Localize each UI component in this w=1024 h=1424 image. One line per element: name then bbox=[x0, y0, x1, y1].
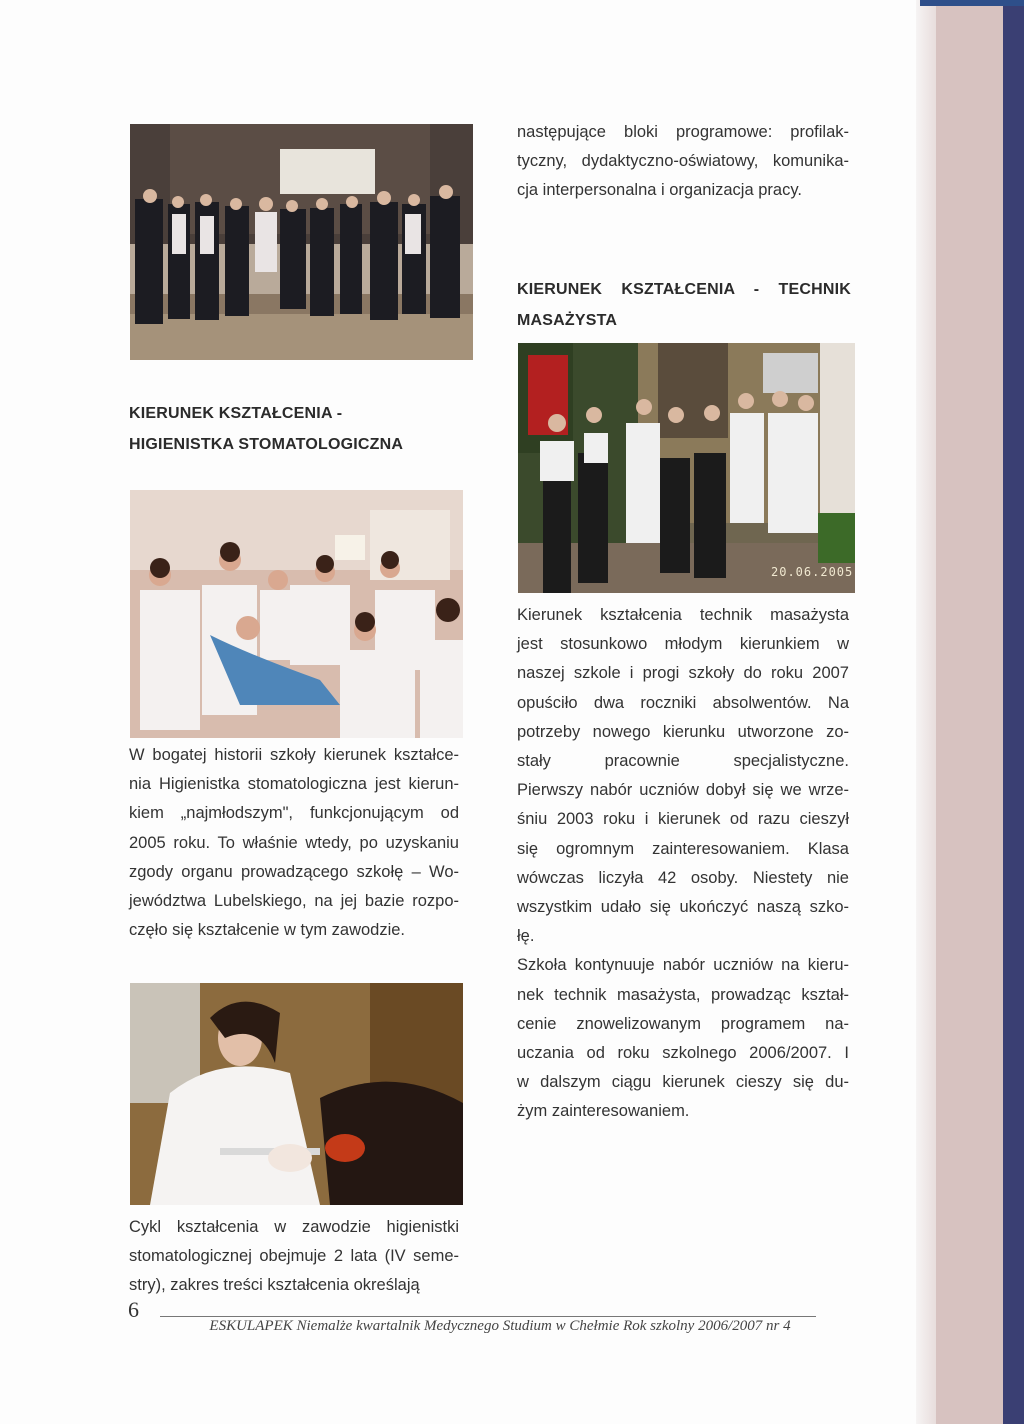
higienistka-paragraph: W bogatej historii szkoły kierunek kształce- nia Higienistka stomatologiczna jest kierun- kiem „najmłodszym", funkcjonującym od 2005 roku. To właśnie wtedy, po uzyskaniu zgody organu prowadzącego szkołę – Wo- jewództwa Lubelskiego, na jej bazie rozpo- częło się kształcenie w tym zawodzie. bbox=[129, 746, 459, 940]
masazysta-class-photo bbox=[518, 343, 855, 593]
footer-masthead: ESKULAPEK Niemalże kwartalnik Medycznego Studium w Chełmie Rok szkolny 2006/2007 nr 4 bbox=[209, 1318, 791, 1334]
heading-higienistka-stomatologiczna: KIERUNEK KSZTAŁCENIA - HIGIENISTKA STOMATOLOGICZNA bbox=[129, 405, 404, 453]
page-number: 6 bbox=[128, 1297, 139, 1322]
binding-top-strip bbox=[920, 0, 1024, 6]
cykl-paragraph: Cykl kształcenia w zawodzie higienistki stomatologicznej obejmuje 2 lata (IV seme- stry), zakres treści kształcenia określają bbox=[129, 1218, 459, 1295]
heading-technik-masazysta: KIERUNEK KSZTAŁCENIA - TECHNIK MASAŻYSTA bbox=[517, 281, 851, 329]
binding-edge bbox=[1003, 0, 1024, 1424]
intro-paragraph: następujące bloki programowe: profilak- tyczny, dydaktyczno-oświatowy, komunika- cja interpersonalna i organizacja pracy. bbox=[517, 123, 849, 200]
footer-rule bbox=[160, 1316, 816, 1317]
page-edge-shadow bbox=[916, 0, 936, 1424]
dental-procedure-photo bbox=[130, 983, 463, 1205]
cover-edge bbox=[936, 0, 1003, 1424]
masazysta-paragraph: Kierunek kształcenia technik masażysta jest stosunkowo młodym kierunkiem w naszej szkole i progi szkoły do roku 2007 opuściło dwa roczniki absolwentów. Na potrzeby nowego kierunku utworzone zo- stały pracownie specjalistyczne. Pierwszy nabór uczniów dobył się we wrze- śniu 2003 roku i kierunek od razu cieszył się ogromnym zainteresowaniem. Klasa wówczas liczyła 42 osoby. Niestety nie wszystkim udało się ukończyć naszą szko- łę. Szkoła kontynuuje nabór uczniów na kieru- nek technik masażysta, prowadząc kształ- cenie znowelizowanym programem na- uczania od roku szkolnego 2006/2007. I w dalszym ciągu kierunek cieszy się du- żym zainteresowaniem. bbox=[517, 606, 849, 1121]
group-photo bbox=[130, 124, 473, 360]
photo-date-stamp: 20.06.2005 bbox=[771, 565, 854, 579]
higienistka-class-photo bbox=[130, 490, 463, 738]
